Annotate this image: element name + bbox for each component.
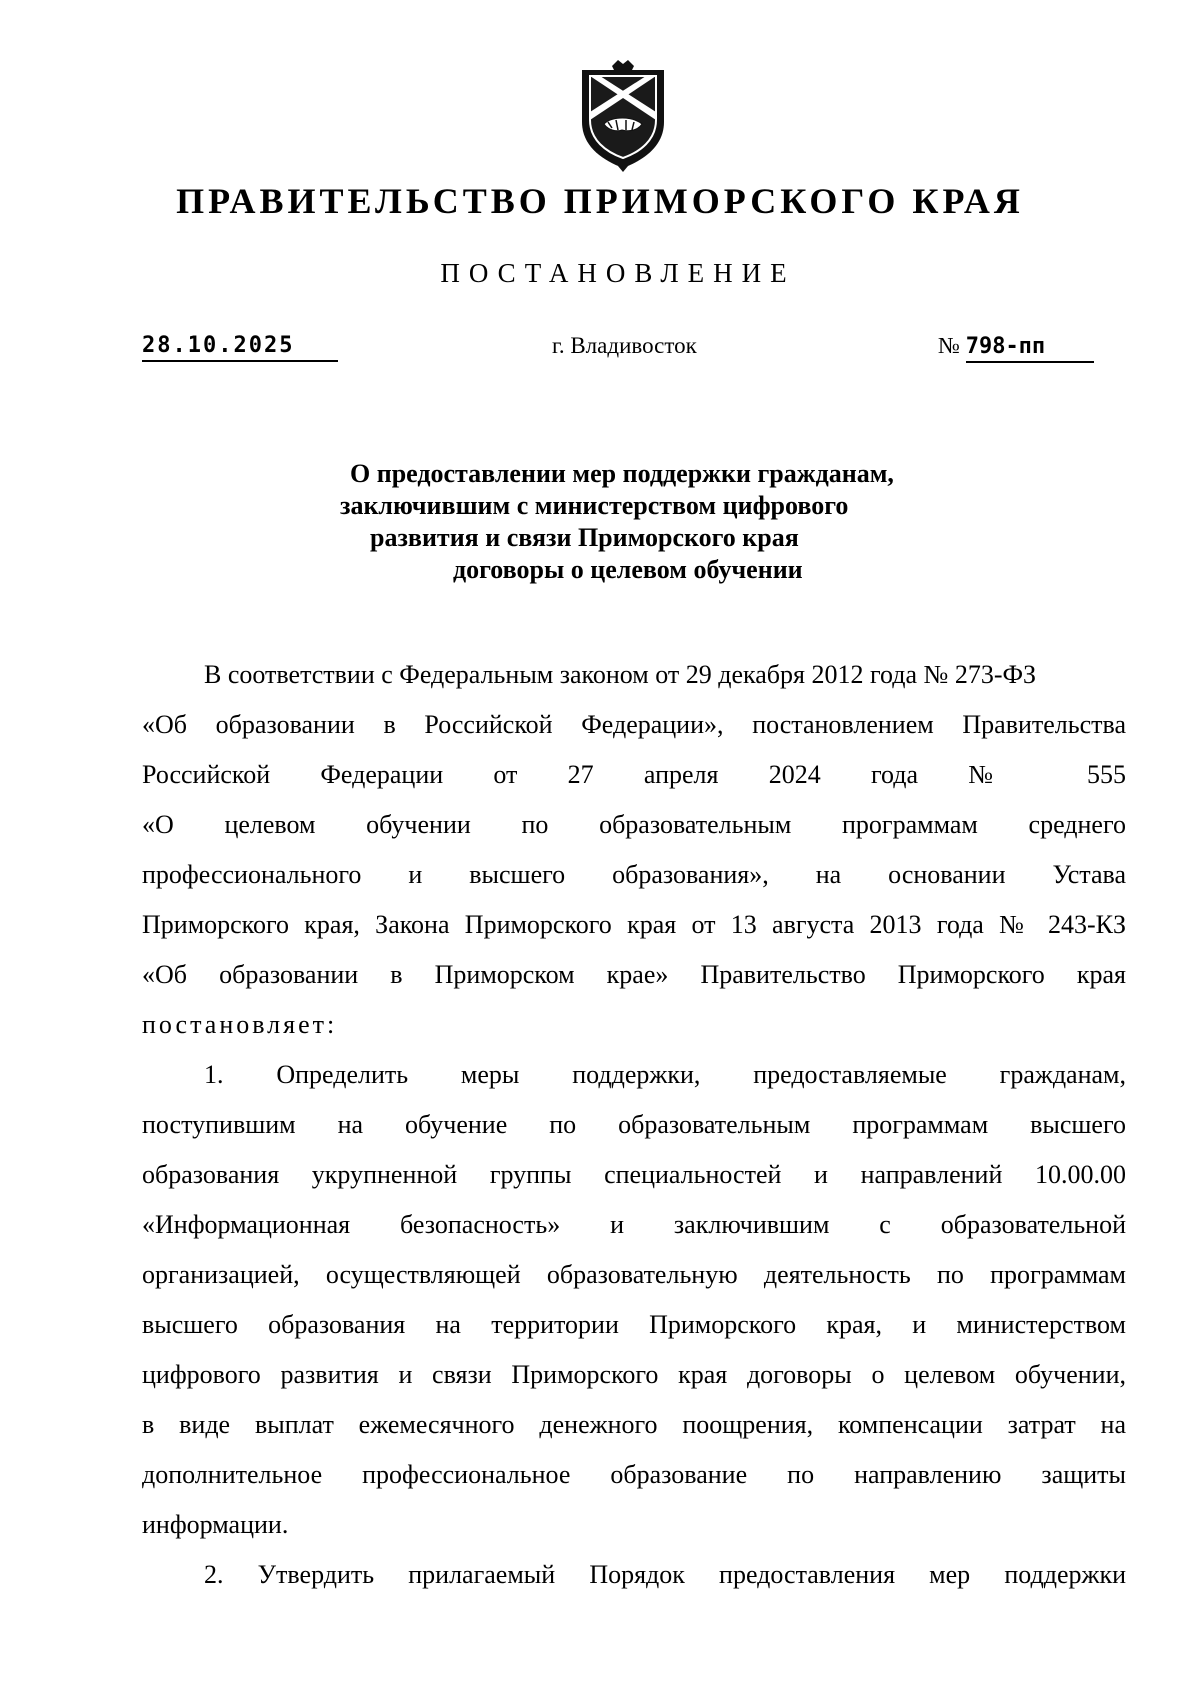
org-title: ПРАВИТЕЛЬСТВО ПРИМОРСКОГО КРАЯ: [176, 181, 1024, 221]
document-subject: [330, 458, 950, 586]
item-1-line: в виде выплат ежемесячного денежного поощрения, компенсации затрат на: [142, 1410, 1126, 1439]
item-2-line: 2. Утвердить прилагаемый Порядок предоставления мер поддержки: [204, 1560, 1126, 1589]
item-1-line: цифрового развития и связи Приморского края договоры о целевом обучении,: [142, 1360, 1126, 1389]
document-type: ПОСТАНОВЛЕНИЕ: [440, 258, 796, 288]
item-1-line: 1. Определить меры поддержки, предоставляемые гражданам,: [204, 1060, 1126, 1089]
document-body: [142, 650, 1126, 1600]
document-number: 798-пп: [966, 333, 1094, 363]
number-sign: №: [938, 333, 960, 358]
body-line: профессионального и высшего образования», на основании Устава: [142, 860, 1126, 889]
item-1-line: «Информационная безопасность» и заключившим с образовательной: [142, 1210, 1126, 1239]
subject-line: договоры о целевом обучении: [453, 555, 803, 584]
item-1-line: высшего образования на территории Приморского края, и министерством: [142, 1310, 1126, 1339]
subject-line: развития и связи Приморского края: [370, 523, 799, 552]
subject-line: О предоставлении мер поддержки гражданам,: [350, 459, 894, 488]
document-meta: [0, 332, 1200, 368]
body-line: «Об образовании в Российской Федерации», постановлением Правительства: [142, 710, 1126, 739]
body-line: «О целевом обучении по образовательным программам среднего: [142, 810, 1126, 839]
body-line: В соответствии с Федеральным законом от 29 декабря 2012 года № 273-ФЗ: [204, 660, 1037, 689]
subject-line: заключившим с министерством цифрового: [340, 491, 849, 520]
document-date: 28.10.2025: [142, 332, 338, 362]
body-line: Российской Федерации от 27 апреля 2024 года № 555: [142, 760, 1126, 789]
item-1-line: дополнительное профессиональное образование по направлению защиты: [142, 1460, 1126, 1489]
item-1-line: информации.: [142, 1510, 289, 1539]
item-1-line: образования укрупненной группы специальностей и направлений 10.00.00: [142, 1160, 1126, 1189]
resolves-word: постановляет:: [142, 1010, 338, 1039]
item-1-line: поступившим на обучение по образовательным программам высшего: [142, 1110, 1126, 1139]
primorsky-krai-coat-of-arms-icon: [578, 60, 668, 172]
body-line: «Об образовании в Приморском крае» Правительство Приморского края: [142, 960, 1126, 989]
body-line: Приморского края, Закона Приморского края от 13 августа 2013 года № 243-КЗ: [142, 910, 1126, 939]
item-1-line: организацией, осуществляющей образовательную деятельность по программам: [142, 1260, 1126, 1289]
document-city: г. Владивосток: [552, 333, 697, 358]
document-number-block: [938, 332, 1118, 363]
